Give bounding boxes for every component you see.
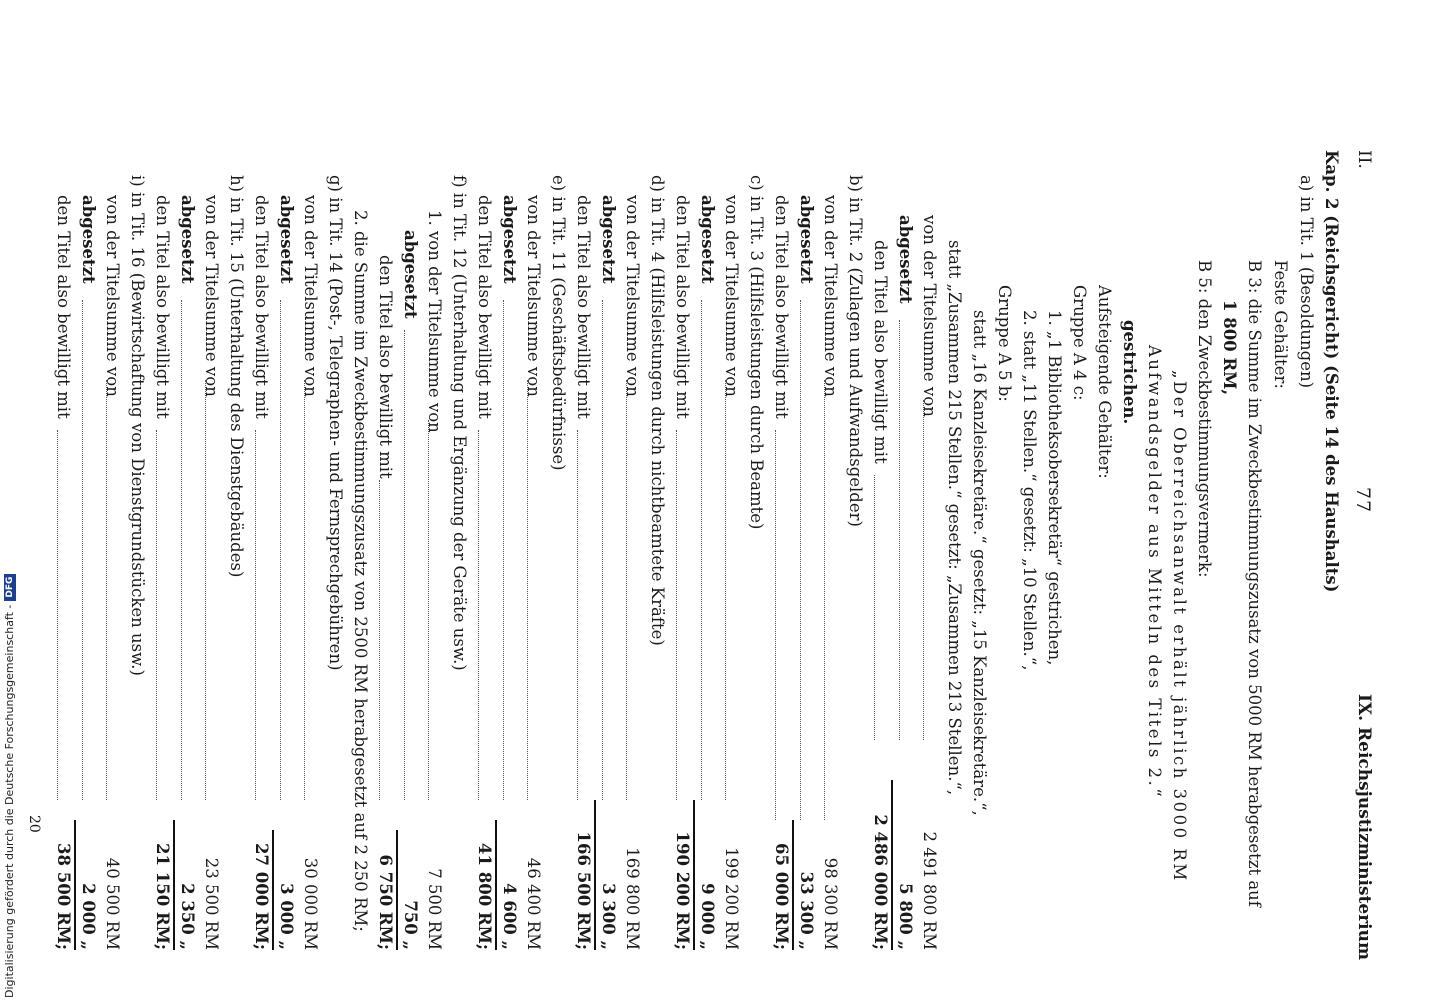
item-a-a5b-1: statt „16 Kanzleisekretäre.“ gesetzt: „15 Kanzleisekretäre.“, bbox=[970, 310, 989, 816]
leader-dots bbox=[676, 430, 677, 800]
amount-b-bew: 65 000 RM; bbox=[772, 843, 791, 950]
item-a-gruppe-a4c: Gruppe A 4 c: bbox=[1070, 285, 1089, 401]
leader-dots bbox=[874, 475, 875, 740]
leader-dots bbox=[725, 380, 726, 800]
item-d-heading: d) in Tit. 4 (Hilfsleistungen durch nichtbeamtete Kräfte) bbox=[648, 175, 667, 646]
item-b-heading: b) in Tit. 2 (Zulagen und Aufwandsgelder) bbox=[846, 175, 865, 527]
item-h-bewilligt: den Titel also bewilligt mit bbox=[153, 195, 172, 419]
leader-dots bbox=[527, 380, 528, 800]
item-a-a5b-2: statt „Zusammen 215 Stellen.“ gesetzt: „Zusammen 213 Stellen.“, bbox=[945, 240, 964, 796]
item-a-b5-quote-1: „Der Oberreichsanwalt erhält jährlich 3000 RM bbox=[1170, 370, 1189, 883]
amount-a-bew: 2 486 000 RM; bbox=[871, 814, 890, 950]
amount-d-bew: 166 500 RM; bbox=[574, 831, 593, 950]
item-e-heading: e) in Tit. 11 (Geschäftsbedürfnisse) bbox=[549, 175, 568, 471]
item-a-aufsteigende: Aufsteigende Gehälter: bbox=[1095, 285, 1114, 479]
leader-dots bbox=[701, 300, 702, 800]
sum-rule bbox=[594, 800, 596, 950]
amount-i-bew: 38 500 RM; bbox=[54, 843, 73, 950]
item-e-abgesetzt: abgesetzt bbox=[500, 195, 519, 284]
amount-a-von: 2 491 800 RM bbox=[920, 831, 939, 950]
amount-h-ab: 2 350 „ bbox=[178, 883, 197, 950]
amount-i-ab: 2 000 „ bbox=[79, 883, 98, 950]
item-g-vonder: von der Titelsumme von bbox=[301, 195, 320, 397]
item-f-1: 1. von der Titelsumme von bbox=[425, 210, 444, 433]
item-b-vonder: von der Titelsumme von bbox=[821, 195, 840, 397]
sum-rule bbox=[396, 830, 398, 950]
amount-d-von: 169 800 RM bbox=[623, 847, 642, 950]
leader-dots bbox=[156, 430, 157, 800]
item-f-2: 2. die Summe im Zweckbestimmungszusatz von 2500 RM herabgesetzt auf 2 250 RM; bbox=[351, 210, 370, 932]
sum-rule bbox=[891, 780, 893, 950]
dfg-logo-icon: DFG bbox=[4, 574, 16, 601]
item-a-abgesetzt: abgesetzt bbox=[896, 215, 915, 304]
item-c-bewilligt: den Titel also bewilligt mit bbox=[673, 195, 692, 419]
amount-g-ab: 3 000 „ bbox=[277, 883, 296, 950]
item-h-abgesetzt: abgesetzt bbox=[178, 195, 197, 284]
leader-dots bbox=[82, 300, 83, 800]
item-h-heading: h) in Tit. 15 (Unterhaltung des Dienstgebäudes) bbox=[227, 175, 246, 578]
item-d-vonder: von der Titelsumme von bbox=[623, 195, 642, 397]
item-c-heading: c) in Tit. 3 (Hilfsleistungen durch Beamte) bbox=[747, 175, 766, 530]
item-d-abgesetzt: abgesetzt bbox=[599, 195, 618, 284]
leader-dots bbox=[205, 380, 206, 800]
item-c-vonder: von der Titelsumme von bbox=[722, 195, 741, 397]
item-b-abgesetzt: abgesetzt bbox=[797, 195, 816, 284]
amount-e-ab: 4 600 „ bbox=[500, 883, 519, 950]
item-a-vonder: von der Titelsumme von bbox=[920, 215, 939, 417]
sheet-number: 20 bbox=[26, 815, 42, 833]
item-g-bewilligt: den Titel also bewilligt mit bbox=[252, 195, 271, 419]
item-c-abgesetzt: abgesetzt bbox=[698, 195, 717, 284]
item-a-gruppe-a5b: Gruppe A 5 b: bbox=[995, 285, 1014, 402]
amount-c-bew: 190 200 RM; bbox=[673, 831, 692, 950]
item-a-a4c-1: 1. „1 Bibliotheksobersekretär“ gestrichen, bbox=[1045, 310, 1064, 666]
sum-rule bbox=[272, 830, 274, 950]
amount-i-von: 40 500 RM bbox=[103, 857, 122, 950]
amount-c-von: 199 200 RM bbox=[722, 847, 741, 950]
leader-dots bbox=[923, 400, 924, 740]
amount-g-bew: 27 000 RM; bbox=[252, 843, 271, 950]
amount-c-ab: 9 000 „ bbox=[698, 883, 717, 950]
item-h-vonder: von der Titelsumme von bbox=[202, 195, 221, 397]
item-a-feste: Feste Gehälter: bbox=[1271, 260, 1290, 389]
sum-rule bbox=[693, 800, 695, 950]
item-g-abgesetzt: abgesetzt bbox=[277, 195, 296, 284]
sum-rule bbox=[495, 820, 497, 950]
leader-dots bbox=[304, 380, 305, 800]
sum-rule bbox=[792, 820, 794, 950]
leader-dots bbox=[800, 300, 801, 820]
leader-dots bbox=[181, 300, 182, 800]
section-title: IX. Reichsjustizministerium bbox=[1354, 694, 1374, 960]
item-i-bewilligt: den Titel also bewilligt mit bbox=[54, 195, 73, 419]
amount-h-bew: 21 150 RM; bbox=[153, 843, 172, 950]
item-a-b3-amount: 1 800 RM, bbox=[1220, 300, 1239, 396]
leader-dots bbox=[255, 430, 256, 800]
leader-dots bbox=[478, 430, 479, 800]
item-a-gestrichen: gestrichen. bbox=[1120, 320, 1139, 425]
leader-dots bbox=[626, 380, 627, 800]
amount-e-von: 46 400 RM bbox=[524, 857, 543, 950]
item-a-a4c-2: 2. statt „11 Stellen.“ gesetzt: „10 Stellen.“, bbox=[1020, 310, 1039, 671]
item-f-abgesetzt: abgesetzt bbox=[401, 230, 420, 319]
item-i-heading: i) in Tit. 16 (Bewirtschaftung von Dienstgrundstücken usw.) bbox=[128, 175, 147, 676]
item-i-vonder: von der Titelsumme von bbox=[103, 195, 122, 397]
leader-dots bbox=[280, 300, 281, 800]
page-number: 77 bbox=[1352, 486, 1374, 514]
leader-dots bbox=[899, 320, 900, 740]
digitization-footer bbox=[3, 574, 16, 998]
amount-d-ab: 3 300 „ bbox=[599, 883, 618, 950]
chapter-heading: Kap. 2 (Reichsgericht) (Seite 14 des Haushalts) bbox=[1322, 150, 1341, 593]
leader-dots bbox=[106, 380, 107, 800]
sum-rule bbox=[74, 820, 76, 950]
leader-dots bbox=[428, 420, 429, 800]
item-b-bewilligt: den Titel also bewilligt mit bbox=[772, 195, 791, 419]
leader-dots bbox=[503, 300, 504, 800]
item-i-abgesetzt: abgesetzt bbox=[79, 195, 98, 284]
sum-rule bbox=[173, 820, 175, 950]
item-f-heading: f) in Tit. 12 (Unterhaltung und Ergänzung der Geräte usw.) bbox=[450, 175, 469, 671]
item-a-b3: B 3: die Summe im Zweckbestimmungszusatz von 5000 RM herabgesetzt auf bbox=[1245, 260, 1264, 907]
amount-b-ab: 33 300 „ bbox=[797, 871, 816, 950]
footer-text: Digitalisierung gefördert durch die Deutsche Forschungsgemeinschaft - bbox=[3, 604, 16, 998]
amount-f-bew: 6 750 RM; bbox=[376, 854, 395, 950]
leader-dots bbox=[577, 430, 578, 800]
amount-h-von: 23 500 RM bbox=[202, 857, 221, 950]
leader-dots bbox=[404, 330, 405, 800]
item-a-b5: B 5: den Zweckbestimmungsvermerk: bbox=[1195, 260, 1214, 578]
item-d-bewilligt: den Titel also bewilligt mit bbox=[574, 195, 593, 419]
item-a-b5-quote-2: Aufwandsgelder aus Mitteln des Titels 2.“ bbox=[1145, 345, 1164, 800]
leader-dots bbox=[602, 300, 603, 800]
amount-f-ab: 750 „ bbox=[401, 900, 420, 950]
leader-dots bbox=[57, 430, 58, 800]
amount-g-von: 30 000 RM bbox=[301, 857, 320, 950]
item-e-vonder: von der Titelsumme von bbox=[524, 195, 543, 397]
item-f-bewilligt: den Titel also bewilligt mit bbox=[376, 255, 395, 479]
item-a-bewilligt: den Titel also bewilligt mit bbox=[871, 240, 890, 464]
item-e-bewilligt: den Titel also bewilligt mit bbox=[475, 195, 494, 419]
amount-f-von: 7 500 RM bbox=[425, 868, 444, 950]
item-g-heading: g) in Tit. 14 (Post-, Telegraphen- und Fernsprechgebühren) bbox=[326, 175, 345, 671]
item-a-heading: a) in Tit. 1 (Besoldungen) bbox=[1297, 175, 1316, 389]
amount-e-bew: 41 800 RM; bbox=[475, 843, 494, 950]
amount-b-von: 98 300 RM bbox=[821, 857, 840, 950]
chapter-mark: II. bbox=[1354, 150, 1374, 169]
amount-a-ab: 5 800 „ bbox=[896, 883, 915, 950]
